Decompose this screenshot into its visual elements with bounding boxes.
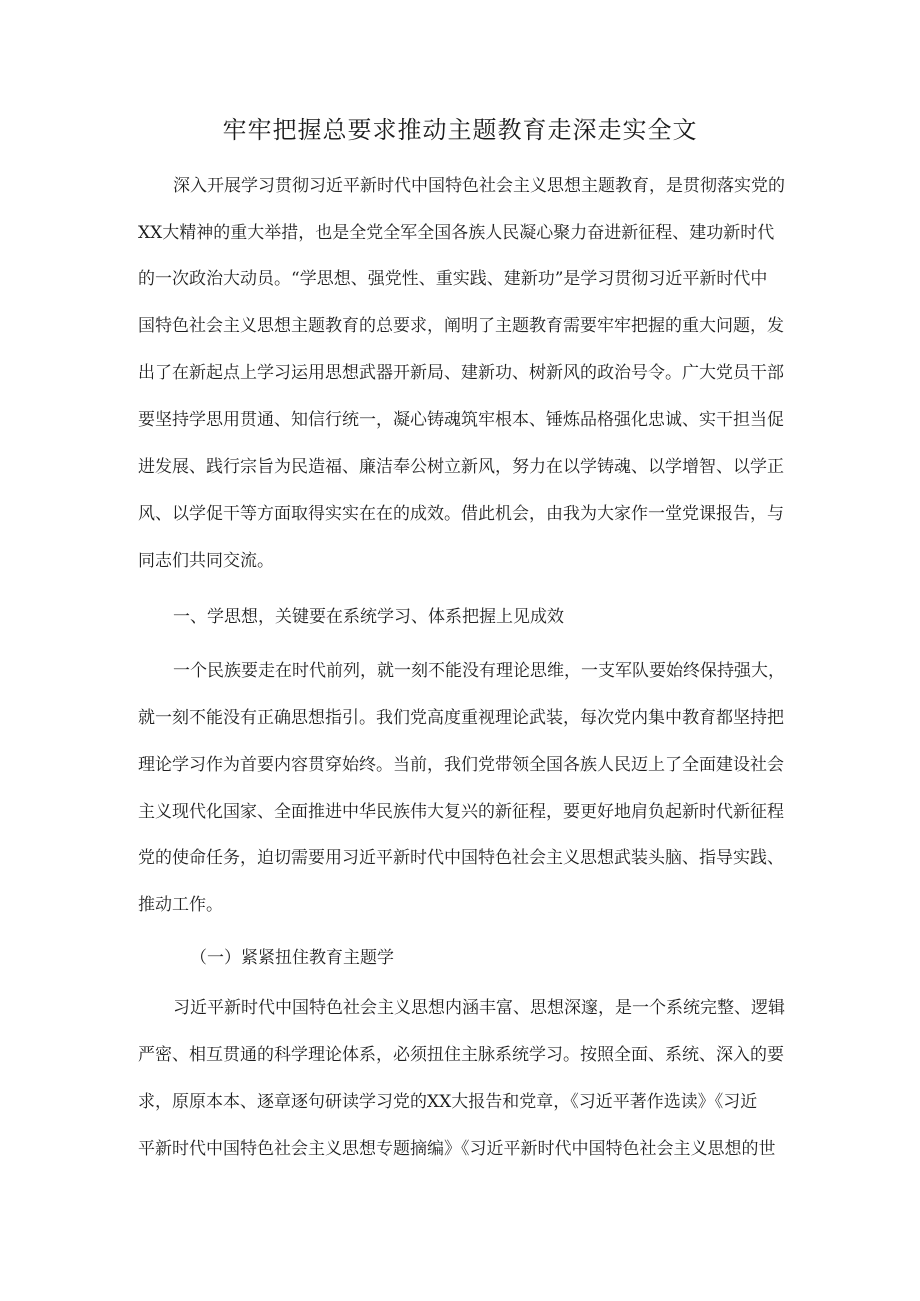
paragraph-line: 的一次政治大动员。“学思想、强党性、重实践、建新功”是学习贯彻习近平新时代中 [138,269,768,289]
paragraph-line: 求，原原本本、逐章逐句研读学习党的XX大报告和党章，《习近平著作选读》《习近 [138,1092,758,1112]
paragraph-line: 风、以学促干等方面取得实实在在的成效。借此机会，由我为大家作一堂党课报告，与 [138,504,784,524]
paragraph-line: 国特色社会主义思想主题教育的总要求，阐明了主题教育需要牢牢把握的重大问题，发 [138,316,784,336]
paragraph-line: 推动工作。 [138,895,223,915]
paragraph-line: 进发展、践行宗旨为民造福、廉洁奉公树立新风，努力在以学铸魂、以学增智、以学正 [138,457,784,477]
paragraph-line: 就一刻不能没有正确思想指引。我们党高度重视理论武装，每次党内集中教育都坚持把 [138,708,784,728]
paragraph-line: 理论学习作为首要内容贯穿始终。当前，我们党带领全国各族人民迈上了全面建设社会 [138,755,784,775]
paragraph-line: 深入开展学习贯彻习近平新时代中国特色社会主义思想主题教育，是贯彻落实党的 [173,176,785,196]
paragraph-line: 主义现代化国家、全面推进中华民族伟大复兴的新征程，要更好地肩负起新时代新征程 [138,802,784,822]
paragraph-line: 党的使命任务，迫切需要用习近平新时代中国特色社会主义思想武装头脑、指导实践、 [138,848,784,868]
paragraph-line: 同志们共同交流。 [138,551,274,571]
section-heading: 一、学思想，关键要在系统学习、体系把握上见成效 [173,607,564,627]
paragraph-line: XX大精神的重大举措，也是全党全军全国各族人民凝心聚力奋进新征程、建功新时代 [138,223,775,243]
subsection-heading: （一）紧紧扭住教育主题学 [190,948,394,968]
paragraph-line: 一个民族要走在时代前列，就一刻不能没有理论思维，一支军队要始终保持强大， [173,661,785,681]
document-title: 牢牢把握总要求推动主题教育走深走实全文 [222,116,698,144]
paragraph-line: 平新时代中国特色社会主义思想专题摘编》《习近平新时代中国特色社会主义思想的世 [138,1139,776,1159]
paragraph-line: 习近平新时代中国特色社会主义思想内涵丰富、思想深邃，是一个系统完整、逻辑 [173,998,785,1018]
paragraph-line: 出了在新起点上学习运用思想武器开新局、建新功、树新风的政治号令。广大党员干部 [138,363,784,383]
paragraph-line: 要坚持学思用贯通、知信行统一，凝心铸魂筑牢根本、锤炼品格强化忠诚、实干担当促 [138,410,784,430]
paragraph-line: 严密、相互贯通的科学理论体系，必须扭住主脉系统学习。按照全面、系统、深入的要 [138,1045,784,1065]
